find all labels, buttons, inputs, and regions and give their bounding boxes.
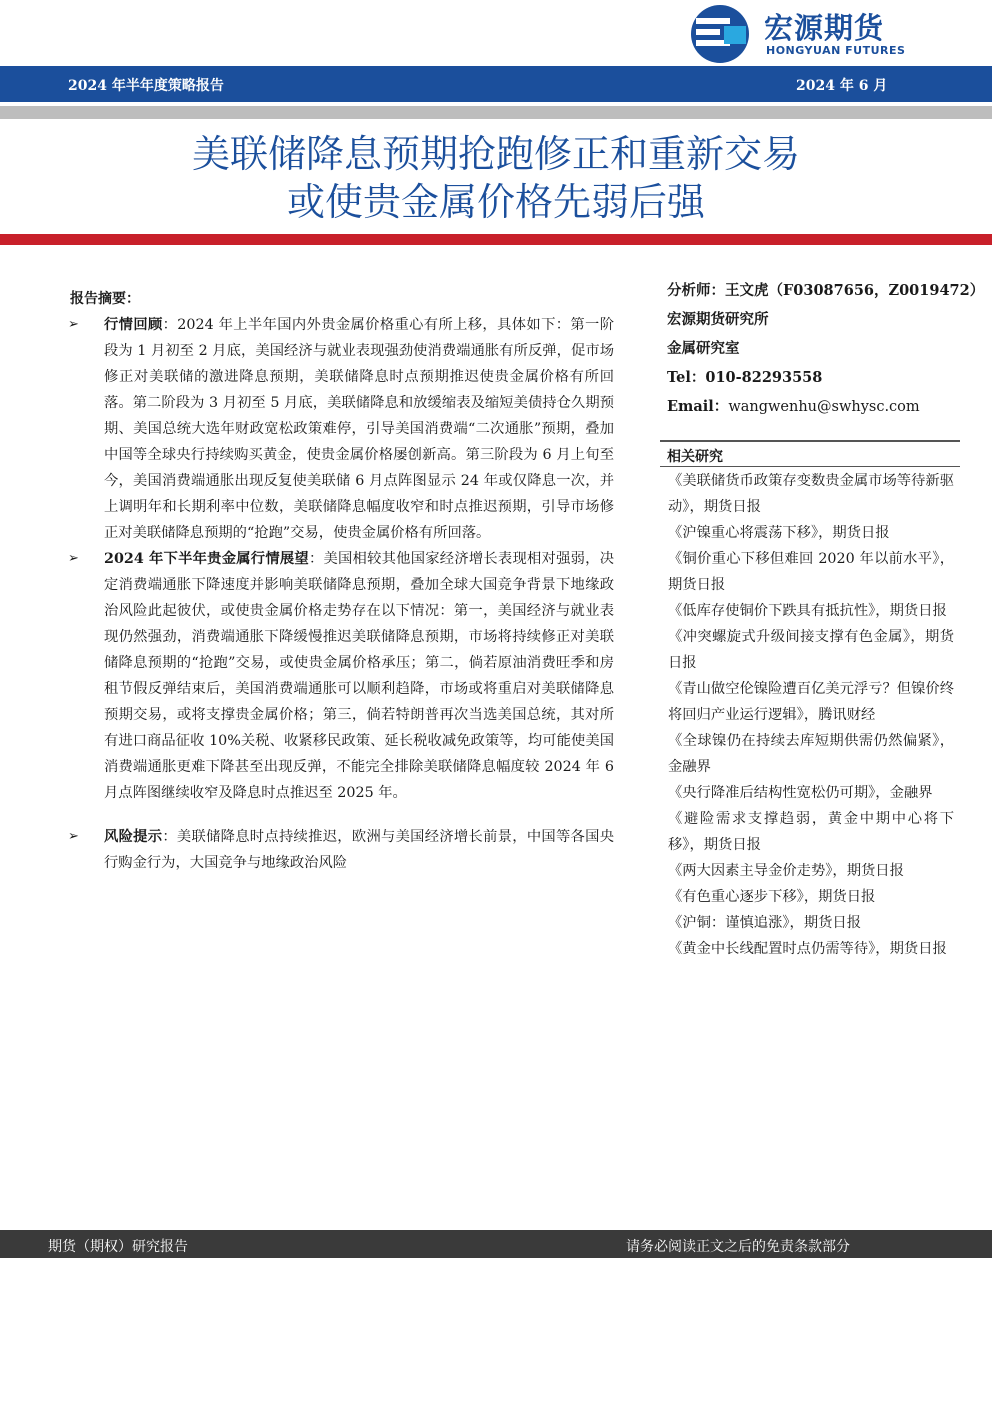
summary-bullet (68, 312, 614, 546)
header-divider (0, 106, 992, 119)
footer-report-label: 期货（期权）研究报告 (48, 1239, 188, 1255)
summary-list (68, 312, 614, 876)
title-line-2: 或使贵金属价格先弱后强 (286, 180, 705, 224)
summary-bullet (68, 546, 614, 806)
summary-heading: 报告摘要： (70, 291, 140, 307)
summary-bullet (68, 824, 614, 876)
analyst-info (667, 276, 985, 422)
report-title (0, 130, 992, 226)
report-date: 2024 年 6 月 (796, 78, 888, 94)
related-item: 《全球镍仍在持续去库短期供需仍然偏紧》，金融界 (668, 733, 954, 775)
footer-disclaimer: 请务必阅读正文之后的免责条款部分 (626, 1239, 850, 1255)
footer-bar (0, 1230, 992, 1258)
email-label: Email： (667, 398, 729, 415)
bullet-text: ：2024 年上半年国内外贵金属价格重心有所上移，具体如下：第一阶段为 1 月初至 2 月底，美国经济与就业表现强劲使消费端通胀有所反弹，促市场修正对美联储的激进降息预期，美联储降息时点预期推迟使贵金属价格有所回落。第二阶段为 3 月初至 5 月底，美联储降息和放缓缩表及缩短美债持仓久期预期、美国总统大选年财政宽松政策难停，引导美国消费端“二次通胀”预期，叠加中国等全球央行持续购买黄金，使贵金属价格屡创新高。第三阶段为 6 月上旬至今，美国消费端通胀出现反复使美联储 6 月点阵图显示 24 年或仅降息一次，并上调明年和长期利率中位数，美联储降息幅度收窄和时点推迟预期，引导市场修正对美联储降息预期的“抢跑”交易，使贵金属价格有所回落。 (104, 317, 614, 541)
related-heading: 相关研究 (667, 449, 723, 465)
report-type: 2024 年半年度策略报告 (68, 78, 224, 94)
related-item: 《黄金中长线配置时点仍需等待》，期货日报 (668, 941, 947, 957)
title-line-1: 美联储降息预期抢跑修正和重新交易 (191, 132, 800, 176)
bullet-lead: 风险提示 (104, 829, 163, 845)
related-item: 《有色重心逐步下移》，期货日报 (668, 889, 876, 905)
related-top-rule (660, 440, 960, 442)
related-item: 《美联储货币政策存变数贵金属市场等待新驱动》，期货日报 (668, 473, 954, 515)
related-item: 《避险需求支撑趋弱，黄金中期中心将下移》，期货日报 (668, 811, 954, 853)
related-item: 《沪铜：谨慎追涨》，期货日报 (668, 915, 862, 931)
arrow-bullet-icon: ➢ (68, 829, 79, 844)
related-item: 《央行降准后结构性宽松仍可期》，金融界 (668, 785, 933, 801)
hongyuan-logo-icon (684, 4, 754, 64)
related-item: 《铜价重心下移但难回 2020 年以前水平》，期货日报 (668, 551, 954, 593)
bullet-lead: 2024 年下半年贵金属行情展望 (104, 551, 309, 567)
header-bar (0, 66, 992, 102)
related-item: 《沪镍重心将震荡下移》，期货日报 (668, 525, 890, 541)
related-item: 《两大因素主导金价走势》，期货日报 (668, 863, 904, 879)
brand-logo (684, 4, 934, 64)
analyst-institute: 宏源期货研究所 (667, 311, 769, 328)
bullet-lead: 行情回顾 (104, 317, 163, 333)
title-divider (0, 234, 992, 245)
related-item: 《青山做空伦镍险遭百亿美元浮亏？但镍价终将回归产业运行逻辑》，腾讯财经 (668, 681, 954, 723)
brand-name-cn: 宏源期货 (764, 11, 885, 45)
analyst-email-row (667, 392, 967, 422)
bullet-text: ：美联储降息时点持续推迟，欧洲与美国经济增长前景，中国等各国央行购金行为，大国竞争与地缘政治风险 (104, 829, 615, 871)
analyst-name: 分析师：王文虎（F03087656，Z0019472） (667, 282, 985, 299)
related-item: 《冲突螺旋式升级间接支撑有色金属》，期货日报 (668, 629, 954, 671)
analyst-department: 金属研究室 (667, 340, 740, 357)
brand-name-en: HONGYUAN FUTURES (766, 44, 906, 57)
analyst-tel: Tel：010-82293558 (667, 369, 823, 386)
related-item: 《低库存使铜价下跌具有抵抗性》，期货日报 (668, 603, 947, 619)
arrow-bullet-icon: ➢ (68, 551, 79, 566)
bullet-text: ：美国相较其他国家经济增长表现相对强弱，决定消费端通胀下降速度并影响美联储降息预期，叠加全球大国竞争背景下地缘政治风险此起彼伏，或使贵金属价格走势存在以下情况：第一，美国经济与就业表现仍然强劲，消费端通胀下降缓慢推迟美联储降息预期，市场将持续修正对美联储降息预期的“抢跑”交易，或使贵金属价格承压；第二，倘若原油消费旺季和房租节假反弹结束后，美国消费端通胀可以顺利趋降，市场或将重启对美联储降息预期交易，或将支撑贵金属价格；第三，倘若特朗普再次当选美国总统，其对所有进口商品征收 10%关税、收紧移民政策、延长税收减免政策等，均可能使美国消费端通胀更难下降甚至出现反弹，不能完全排除美联储降息幅度较 2024 年 6 月点阵图继续收窄及降息时点推迟至 2025 年。 (104, 551, 614, 801)
related-list (668, 468, 954, 962)
related-bottom-rule (660, 466, 960, 467)
email-link[interactable]: wangwenhu@swhysc.com (728, 399, 920, 415)
arrow-bullet-icon: ➢ (68, 317, 79, 332)
